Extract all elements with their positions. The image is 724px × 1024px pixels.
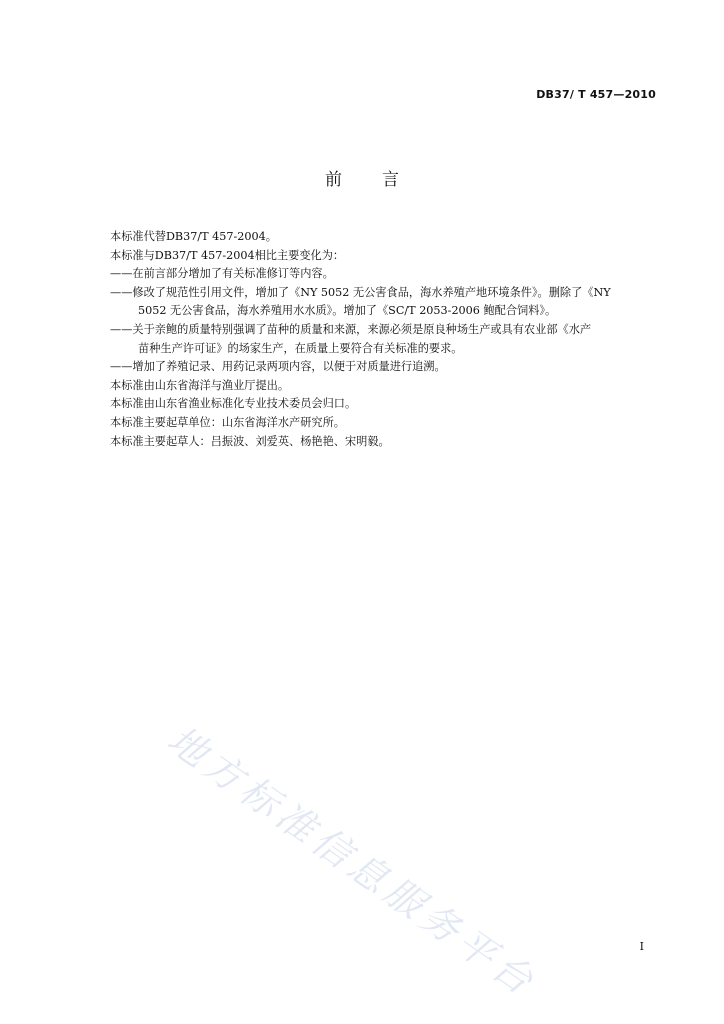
paragraph-line: 本标准与DB37/T 457-2004相比主要变化为： bbox=[110, 248, 345, 262]
foreword-body bbox=[110, 228, 670, 451]
paragraph-line: 本标准由山东省渔业标准化专业技术委员会归口。 bbox=[110, 397, 357, 411]
paragraph-line: 苗种生产许可证》的场家生产，在质量上要符合有关标准的要求。 bbox=[138, 341, 463, 355]
paragraph-line: 5052 无公害食品，海水养殖用水水质》。增加了《SC/T 2053-2006 鲍配合饲料》。 bbox=[138, 304, 557, 318]
paragraph-line: ——增加了养殖记录、用药记录两项内容，以便于对质量进行追溯。 bbox=[110, 360, 446, 374]
paragraph-line: 本标准主要起草单位：山东省海洋水产研究所。 bbox=[110, 415, 345, 429]
paragraph-line: 本标准代替DB37/T 457-2004。 bbox=[110, 230, 277, 243]
watermark: 地方标准信息服务平台 bbox=[159, 717, 546, 1006]
paragraph-line: ——修改了规范性引用文件，增加了《NY 5052 无公害食品，海水养殖产地环境条件》。删除了《NY bbox=[110, 285, 611, 299]
page-number: I bbox=[639, 940, 644, 953]
paragraph-line: 本标准由山东省海洋与渔业厅提出。 bbox=[110, 378, 290, 392]
paragraph-line: 本标准主要起草人：吕振波、刘爱英、杨艳艳、宋明毅。 bbox=[110, 434, 390, 448]
page-title: 前言 bbox=[325, 170, 439, 190]
paragraph-line: ——在前言部分增加了有关标准修订等内容。 bbox=[110, 267, 334, 281]
paragraph-line: ——关于亲鲍的质量特别强调了苗种的质量和来源，来源必须是原良种场生产或具有农业部《水产 bbox=[110, 322, 592, 336]
document-code: DB37/ T 457—2010 bbox=[536, 88, 656, 101]
